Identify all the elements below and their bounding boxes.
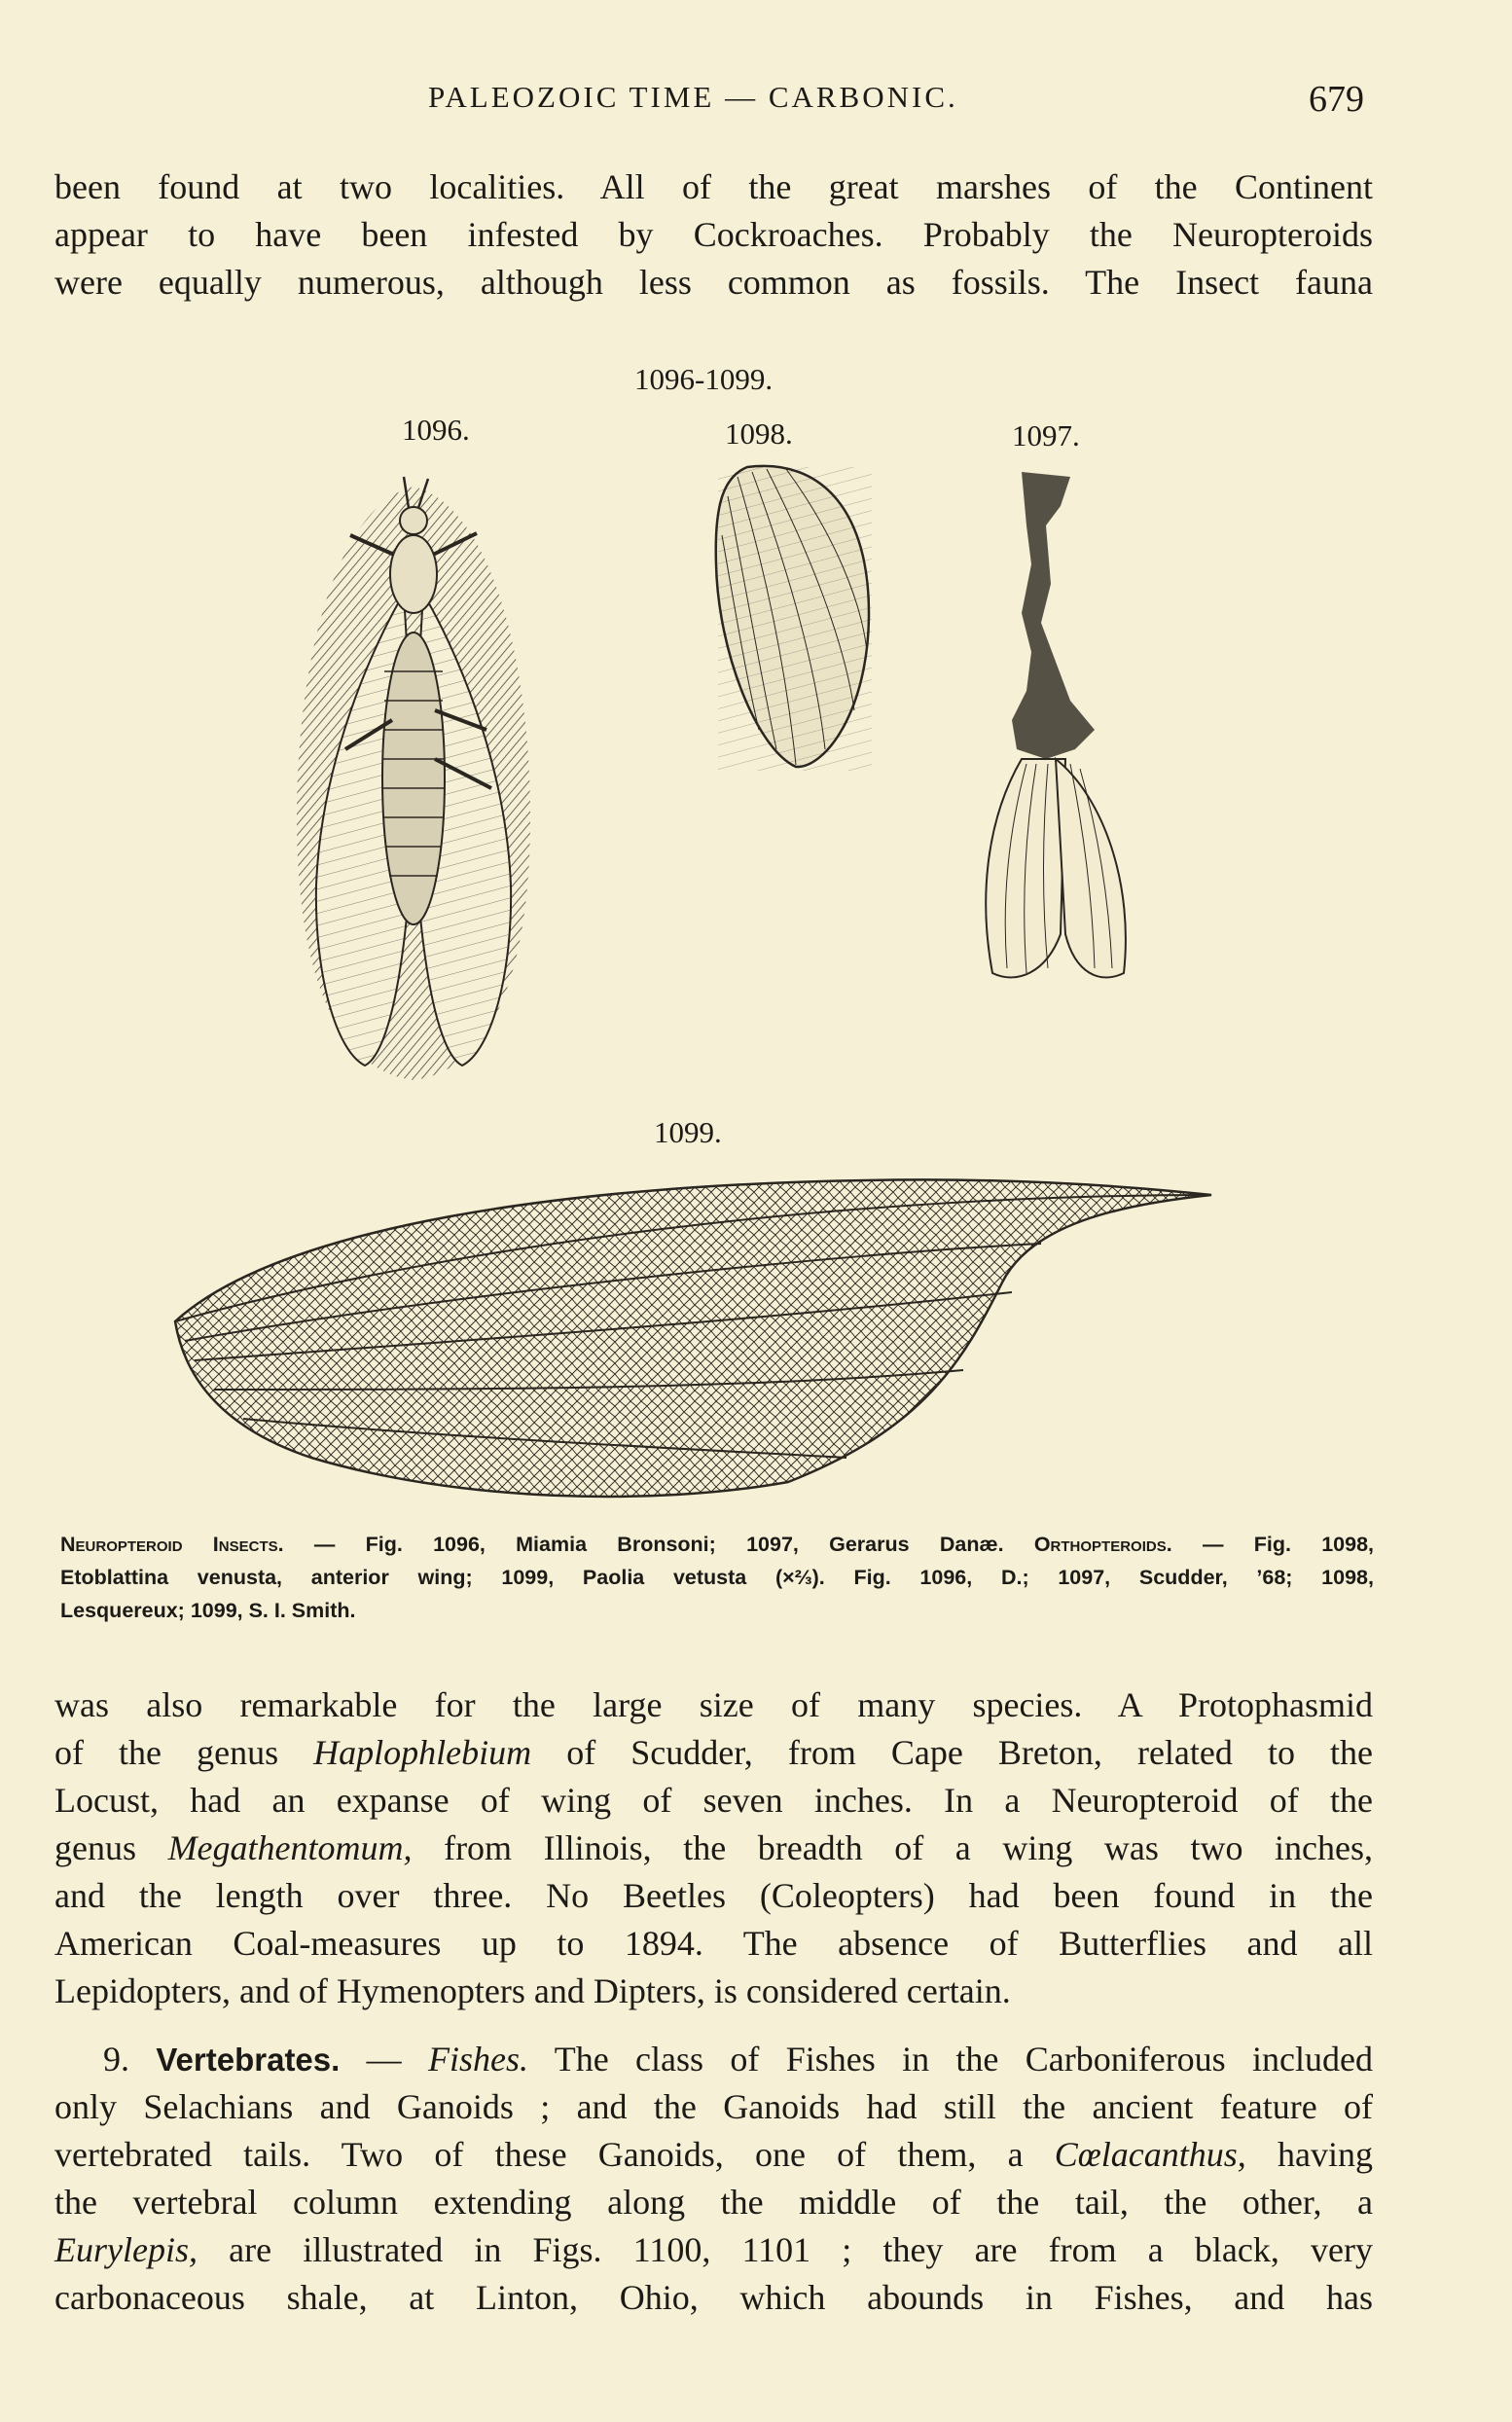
text-line: appear to have been infested by Cockroaches. Probably the Neuropteroids (54, 215, 1373, 254)
fossil-insect-illustration-1097 (978, 467, 1143, 988)
caption-line: Etoblattina venusta, anterior wing; 1099, Paolia vetusta (×⅔). Fig. 1096, D.; 1097, Scudder, ’68; 1098, (60, 1566, 1374, 1589)
text-line: the vertebral column extending along the middle of the tail, the other, a (54, 2183, 1373, 2222)
section-heading: Vertebrates. (156, 2042, 341, 2078)
figure-caption (60, 1528, 1374, 1627)
genus-name: Cœlacanthus, (1054, 2135, 1246, 2174)
text-line (54, 2036, 1373, 2083)
text-run: genus (54, 1828, 168, 1867)
section-number: 9. (103, 2040, 157, 2079)
figure-group-label: 1096-1099. (634, 362, 774, 396)
top-paragraph (54, 163, 1373, 307)
fossil-insect-illustration-1096 (268, 467, 559, 1090)
text-line (54, 2131, 1373, 2179)
genus-name: Megathentomum, (167, 1828, 413, 1867)
text-line (54, 2226, 1373, 2274)
text-line (54, 1825, 1373, 1872)
fossil-wing-illustration-1099 (165, 1166, 1216, 1506)
text-line: only Selachians and Ganoids ; and the Ganoids had still the ancient feature of (54, 2087, 1373, 2126)
text-run: — (340, 2040, 429, 2079)
caption-group-neuropteroid: Neuropteroid Insects. (60, 1533, 284, 1556)
running-title: PALEOZOIC TIME — CARBONIC. (428, 80, 958, 114)
figure-label-1096: 1096. (402, 413, 470, 447)
text-run: of Scudder, from Cape Breton, related to the (531, 1733, 1373, 1772)
text-line: were equally numerous, although less common as fossils. The Insect fauna (54, 263, 1373, 302)
page-number: 679 (1309, 79, 1364, 120)
figure-label-1099: 1099. (654, 1115, 722, 1149)
text-run: The class of Fishes in the Carboniferous included (528, 2040, 1374, 2079)
text-line: Lepidopters, and of Hymenopters and Dipters, is considered certain. (54, 1971, 1011, 2010)
text-run: are illustrated in Figs. 1100, 1101 ; they are from a black, very (197, 2230, 1373, 2269)
genus-name: Haplophlebium (313, 1733, 532, 1772)
text-run: having (1245, 2135, 1373, 2174)
text-line: was also remarkable for the large size of many species. A Protophasmid (54, 1685, 1373, 1724)
caption-line (60, 1528, 1374, 1561)
text-run: of the genus (54, 1733, 314, 1772)
middle-paragraph (54, 1681, 1373, 2015)
figure-label-1098: 1098. (725, 416, 793, 451)
caption-line: Lesquereux; 1099, S. I. Smith. (60, 1599, 356, 1622)
genus-name: Eurylepis, (54, 2230, 198, 2269)
caption-text: — Fig. 1098, (1171, 1533, 1374, 1556)
caption-group-orthopteroid: Orthopteroids. (1033, 1533, 1172, 1556)
text-line: carbonaceous shale, at Linton, Ohio, which abounds in Fishes, and has (54, 2278, 1373, 2317)
text-line: Locust, had an expanse of wing of seven inches. In a Neuropteroid of the (54, 1781, 1373, 1820)
text-run: from Illinois, the breadth of a wing was two inches, (412, 1828, 1373, 1867)
caption-text: — Fig. 1096, Miamia Bronsoni; 1097, Gerarus Danæ. (283, 1533, 1034, 1556)
text-line: and the length over three. No Beetles (Coleopters) had been found in the (54, 1876, 1373, 1915)
text-line: American Coal-measures up to 1894. The absence of Butterflies and all (54, 1924, 1373, 1963)
bottom-paragraph (54, 2036, 1373, 2322)
text-line: been found at two localities. All of the great marshes of the Continent (54, 167, 1373, 206)
text-run: vertebrated tails. Two of these Ganoids, one of them, a (54, 2135, 1055, 2174)
figure-label-1097: 1097. (1012, 418, 1080, 452)
subsection-heading: Fishes. (428, 2040, 529, 2079)
fossil-wing-illustration-1098 (708, 457, 883, 778)
text-line (54, 1729, 1373, 1777)
